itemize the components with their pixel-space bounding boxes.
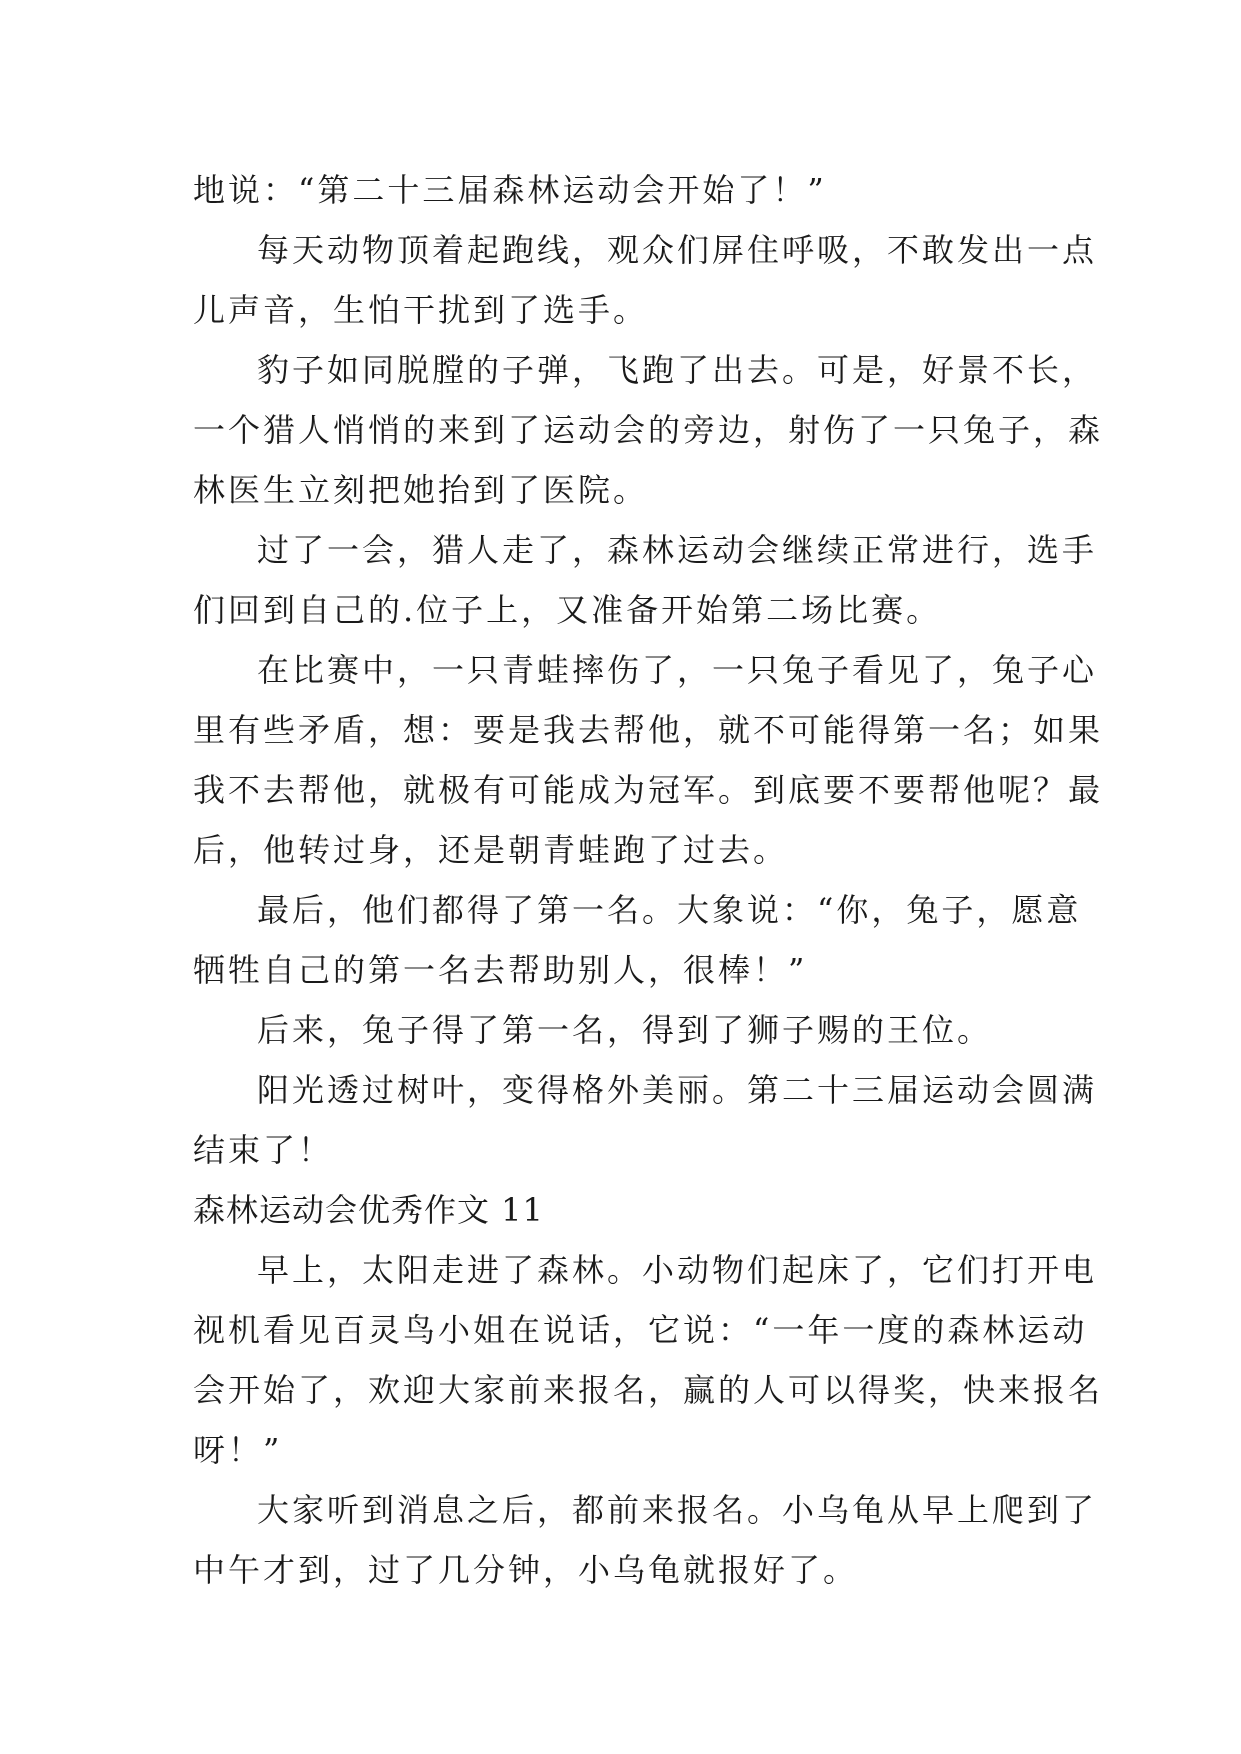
text-line: 早上，太阳走进了森林。小动物们起床了，它们打开电 <box>257 1251 1098 1289</box>
text-line: 中午才到，过了几分钟，小乌龟就报好了。 <box>193 1551 859 1589</box>
section-heading: 森林运动会优秀作文 11 <box>193 1191 544 1229</box>
text-line: 后，他转过身，还是朝青蛙跑了过去。 <box>193 831 789 869</box>
text-line: 过了一会，猎人走了，森林运动会继续正常进行，选手 <box>257 531 1098 569</box>
text-line: 林医生立刻把她抬到了医院。 <box>193 471 649 509</box>
text-line: 们回到自己的.位子上，又准备开始第二场比赛。 <box>193 591 942 629</box>
text-line: 结束了！ <box>193 1131 334 1169</box>
text-line: 视机看见百灵鸟小姐在说话，它说：“一年一度的森林运动 <box>193 1311 1088 1349</box>
text-line: 后来，兔子得了第一名，得到了狮子赐的王位。 <box>257 1011 993 1049</box>
text-line: 里有些矛盾，想：要是我去帮他，就不可能得第一名；如果 <box>193 711 1104 749</box>
text-line: 每天动物顶着起跑线，观众们屏住呼吸，不敢发出一点 <box>257 231 1098 269</box>
document-page <box>193 160 1104 1600</box>
text-line: 阳光透过树叶，变得格外美丽。第二十三届运动会圆满 <box>257 1071 1098 1109</box>
text-line: 在比赛中，一只青蛙摔伤了，一只兔子看见了，兔子心 <box>257 651 1098 689</box>
text-line: 地说：“第二十三届森林运动会开始了！” <box>193 171 827 209</box>
text-line: 大家听到消息之后，都前来报名。小乌龟从早上爬到了 <box>257 1491 1098 1529</box>
text-line: 牺牲自己的第一名去帮助别人，很棒！” <box>193 951 808 989</box>
text-line: 最后，他们都得了第一名。大象说：“你，兔子，愿意 <box>257 891 1082 929</box>
text-line: 一个猎人悄悄的来到了运动会的旁边，射伤了一只兔子，森 <box>193 411 1104 449</box>
text-line: 会开始了，欢迎大家前来报名，赢的人可以得奖，快来报名 <box>193 1371 1104 1409</box>
text-line: 呀！” <box>193 1431 283 1469</box>
text-line: 儿声音，生怕干扰到了选手。 <box>193 291 649 329</box>
text-line: 豹子如同脱膛的子弹，飞跑了出去。可是，好景不长， <box>257 351 1098 389</box>
text-line: 我不去帮他，就极有可能成为冠军。到底要不要帮他呢？最 <box>193 771 1104 809</box>
